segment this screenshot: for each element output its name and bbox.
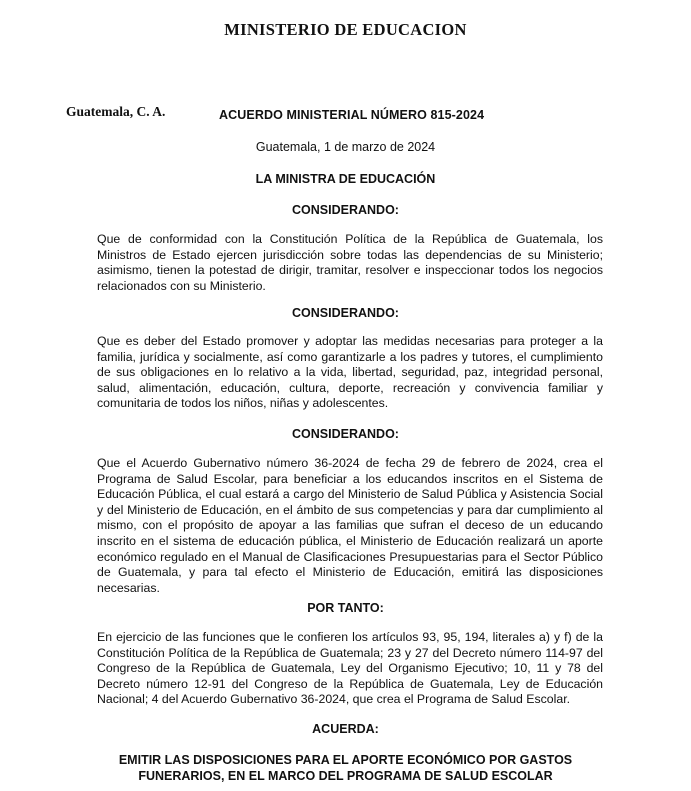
date-line: Guatemala, 1 de marzo de 2024: [255, 140, 436, 154]
section-paragraph-1: Que de conformidad con la Constitución Política de la República de Guatemala, los Ministros de Estado ejercen jurisdicción sobre todas las dependencias de su Ministerio; asimismo, tienen la potestad de dirigir, tramitar, resolver e inspeccionar todos los negocios relacionados con su Ministerio.: [97, 232, 603, 293]
section-paragraph-3: Que el Acuerdo Gubernativo número 36-2024 de fecha 29 de febrero de 2024, crea el Programa de Salud Escolar, para beneficiar a los educandos inscritos en el Sistema de Educación Pública, el cual estará a cargo del Ministerio de Salud Pública y Asistencia Social y del Ministerio de Educación, en el ámbito de sus competencias y para dar cumplimiento al mismo, con el propósito de apoyar a las familias que sufran el deceso de un educando inscrito en el sistema de educación pública, el Ministerio de Educación realizará un aporte económico regulado en el Manual de Clasificaciones Presupuestarias para el Sector Público de Guatemala, y para tal efecto el Ministerio de Educación, emitirá las disposiciones necesarias.: [97, 456, 603, 595]
acuerdo-title: ACUERDO MINISTERIAL NÚMERO 815-2024: [219, 108, 485, 122]
final-title: EMITIR LAS DISPOSICIONES PARA EL APORTE ECONÓMICO POR GASTOS FUNERARIOS, EN EL MARCO DEL PROGRAMA DE SALUD ESCOLAR: [118, 753, 573, 783]
authority-heading: LA MINISTRA DE EDUCACIÓN: [255, 172, 436, 186]
acuerda-heading: ACUERDA:: [312, 722, 379, 736]
section-heading-1: CONSIDERANDO:: [292, 203, 399, 217]
ministry-title: MINISTERIO DE EDUCACION: [224, 20, 467, 39]
section-heading-2: CONSIDERANDO:: [292, 306, 399, 320]
section-heading-3: CONSIDERANDO:: [292, 427, 399, 441]
place-label: Guatemala, C. A.: [66, 104, 166, 119]
section-heading-4: POR TANTO:: [307, 601, 384, 615]
section-paragraph-4: En ejercicio de las funciones que le confieren los artículos 93, 95, 194, literales a) y f) de la Constitución Política de la República de Guatemala; 23 y 27 del Decreto número 114-97 del Congreso de la República de Guatemala, Ley del Organismo Ejecutivo; 10, 11 y 78 del Decreto número 12-91 del Congreso de la República de Guatemala, Ley de Educación Nacional; 4 del Acuerdo Gubernativo 36-2024, que crea el Programa de Salud Escolar.: [97, 630, 603, 707]
section-paragraph-2: Que es deber del Estado promover y adoptar las medidas necesarias para proteger a la familia, jurídica y socialmente, así como garantizarle a los padres y tutores, el cumplimiento de sus obligaciones en lo relativo a la vida, libertad, seguridad, paz, integridad personal, salud, alimentación, educación, cultura, deporte, recreación y convivencia familiar y comunitaria de todos los niños, niñas y adolescentes.: [97, 334, 603, 411]
